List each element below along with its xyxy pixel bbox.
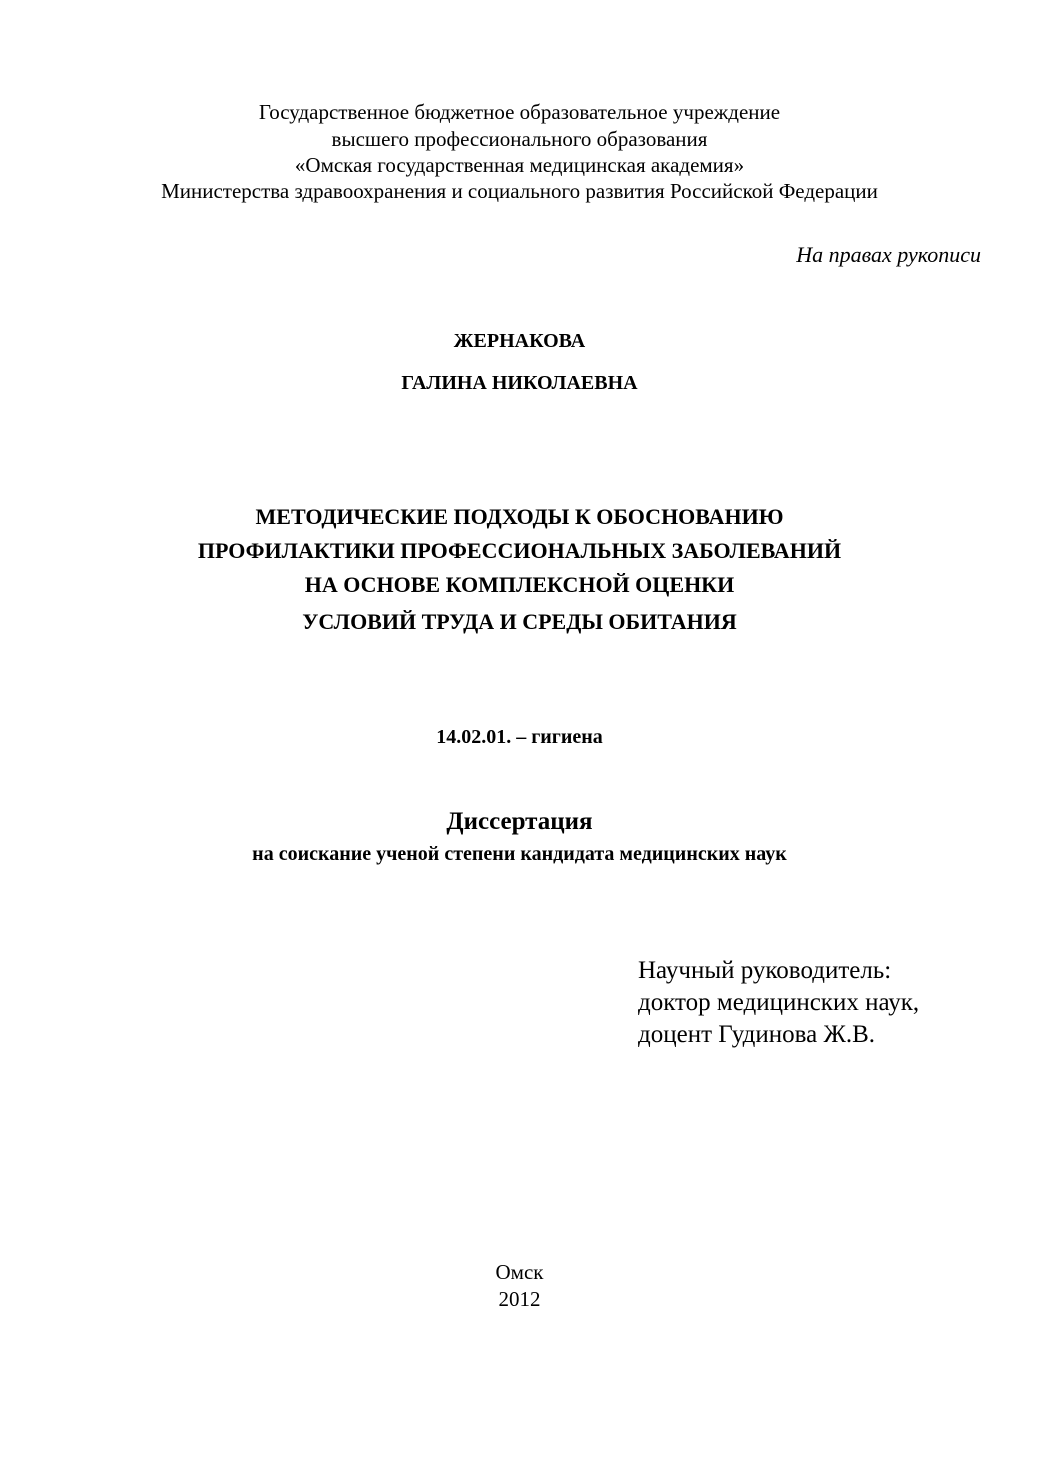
institution-line-1: Государственное бюджетное образовательное учреждение — [258, 100, 781, 124]
dissertation-heading: Диссертация — [446, 808, 593, 835]
specialty-code: 14.02.01. – гигиена — [436, 726, 603, 748]
institution-line-2: высшего профессионального образования — [331, 127, 708, 151]
author-surname: ЖЕРНАКОВА — [453, 330, 586, 352]
footer-year: 2012 — [498, 1287, 541, 1311]
title-line-3: НА ОСНОВЕ КОМПЛЕКСНОЙ ОЦЕНКИ — [304, 572, 735, 597]
dissertation-subheading: на соискание ученой степени кандидата медицинских наук — [252, 843, 787, 865]
footer-city: Омск — [495, 1260, 544, 1284]
title-line-2: ПРОФИЛАКТИКИ ПРОФЕССИОНАЛЬНЫХ ЗАБОЛЕВАНИЙ — [197, 538, 842, 563]
manuscript-note: На правах рукописи — [796, 242, 981, 267]
author-given-names: ГАЛИНА НИКОЛАЕВНА — [401, 372, 638, 394]
institution-line-3: «Омская государственная медицинская академия» — [294, 153, 745, 177]
supervisor-line-2: доктор медицинских наук, — [638, 989, 920, 1016]
institution-line-4: Министерства здравоохранения и социального развития Российской Федерации — [161, 179, 878, 203]
supervisor-line-1: Научный руководитель: — [638, 957, 892, 984]
title-line-4: УСЛОВИЙ ТРУДА И СРЕДЫ ОБИТАНИЯ — [302, 609, 737, 634]
title-line-1: МЕТОДИЧЕСКИЕ ПОДХОДЫ К ОБОСНОВАНИЮ — [255, 504, 784, 529]
supervisor-line-3: доцент Гудинова Ж.В. — [638, 1021, 876, 1048]
